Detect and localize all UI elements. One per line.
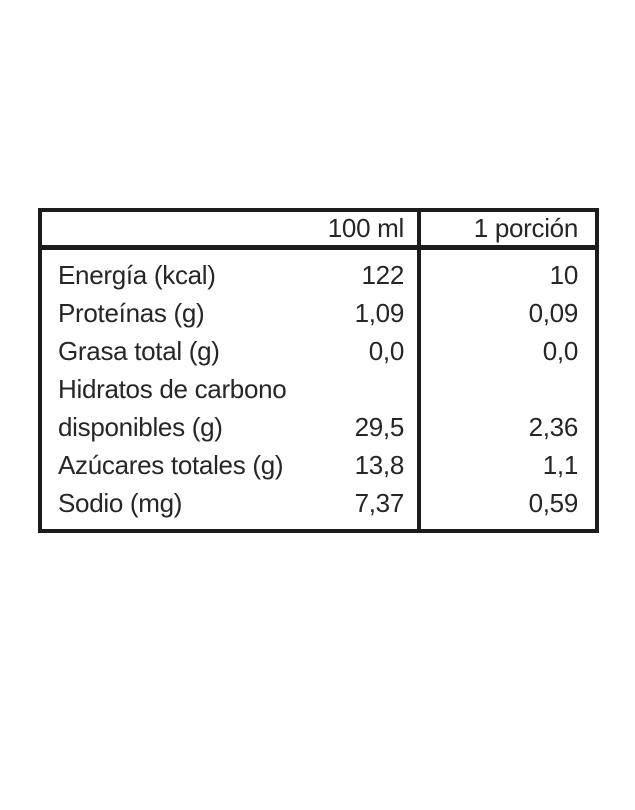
value-porcion: 1,1 xyxy=(542,450,578,480)
row-label: Hidratos de carbono xyxy=(58,374,287,404)
table-row-energia xyxy=(42,256,595,294)
column-header-porcion: 1 porción xyxy=(473,213,578,243)
value-100ml: 122 xyxy=(361,260,404,290)
row-label: Energía (kcal) xyxy=(58,260,216,290)
table-row-hidratos-line1 xyxy=(42,370,595,408)
table-header-row xyxy=(42,212,595,250)
value-100ml: 29,5 xyxy=(354,412,404,442)
row-label: Grasa total (g) xyxy=(58,336,220,366)
value-porcion: 0,09 xyxy=(528,298,578,328)
row-label: disponibles (g) xyxy=(58,412,223,442)
table-row-hidratos-line2 xyxy=(42,408,595,446)
row-label: Sodio (mg) xyxy=(58,488,183,518)
table-row-azucares xyxy=(42,446,595,484)
value-porcion: 2,36 xyxy=(528,412,578,442)
nutrition-table xyxy=(38,208,599,533)
table-row-proteinas xyxy=(42,294,595,332)
value-porcion: 10 xyxy=(549,260,578,290)
table-body xyxy=(42,250,595,529)
row-label: Azúcares totales (g) xyxy=(58,450,284,480)
table-row-grasa-total xyxy=(42,332,595,370)
value-100ml: 7,37 xyxy=(354,488,404,518)
value-porcion: 0,59 xyxy=(528,488,578,518)
row-label: Proteínas (g) xyxy=(58,298,205,328)
value-100ml: 0,0 xyxy=(368,336,404,366)
value-100ml: 13,8 xyxy=(354,450,404,480)
column-header-100ml: 100 ml xyxy=(327,213,404,243)
value-100ml: 1,09 xyxy=(354,298,404,328)
value-porcion: 0,0 xyxy=(542,336,578,366)
table-row-sodio xyxy=(42,484,595,522)
